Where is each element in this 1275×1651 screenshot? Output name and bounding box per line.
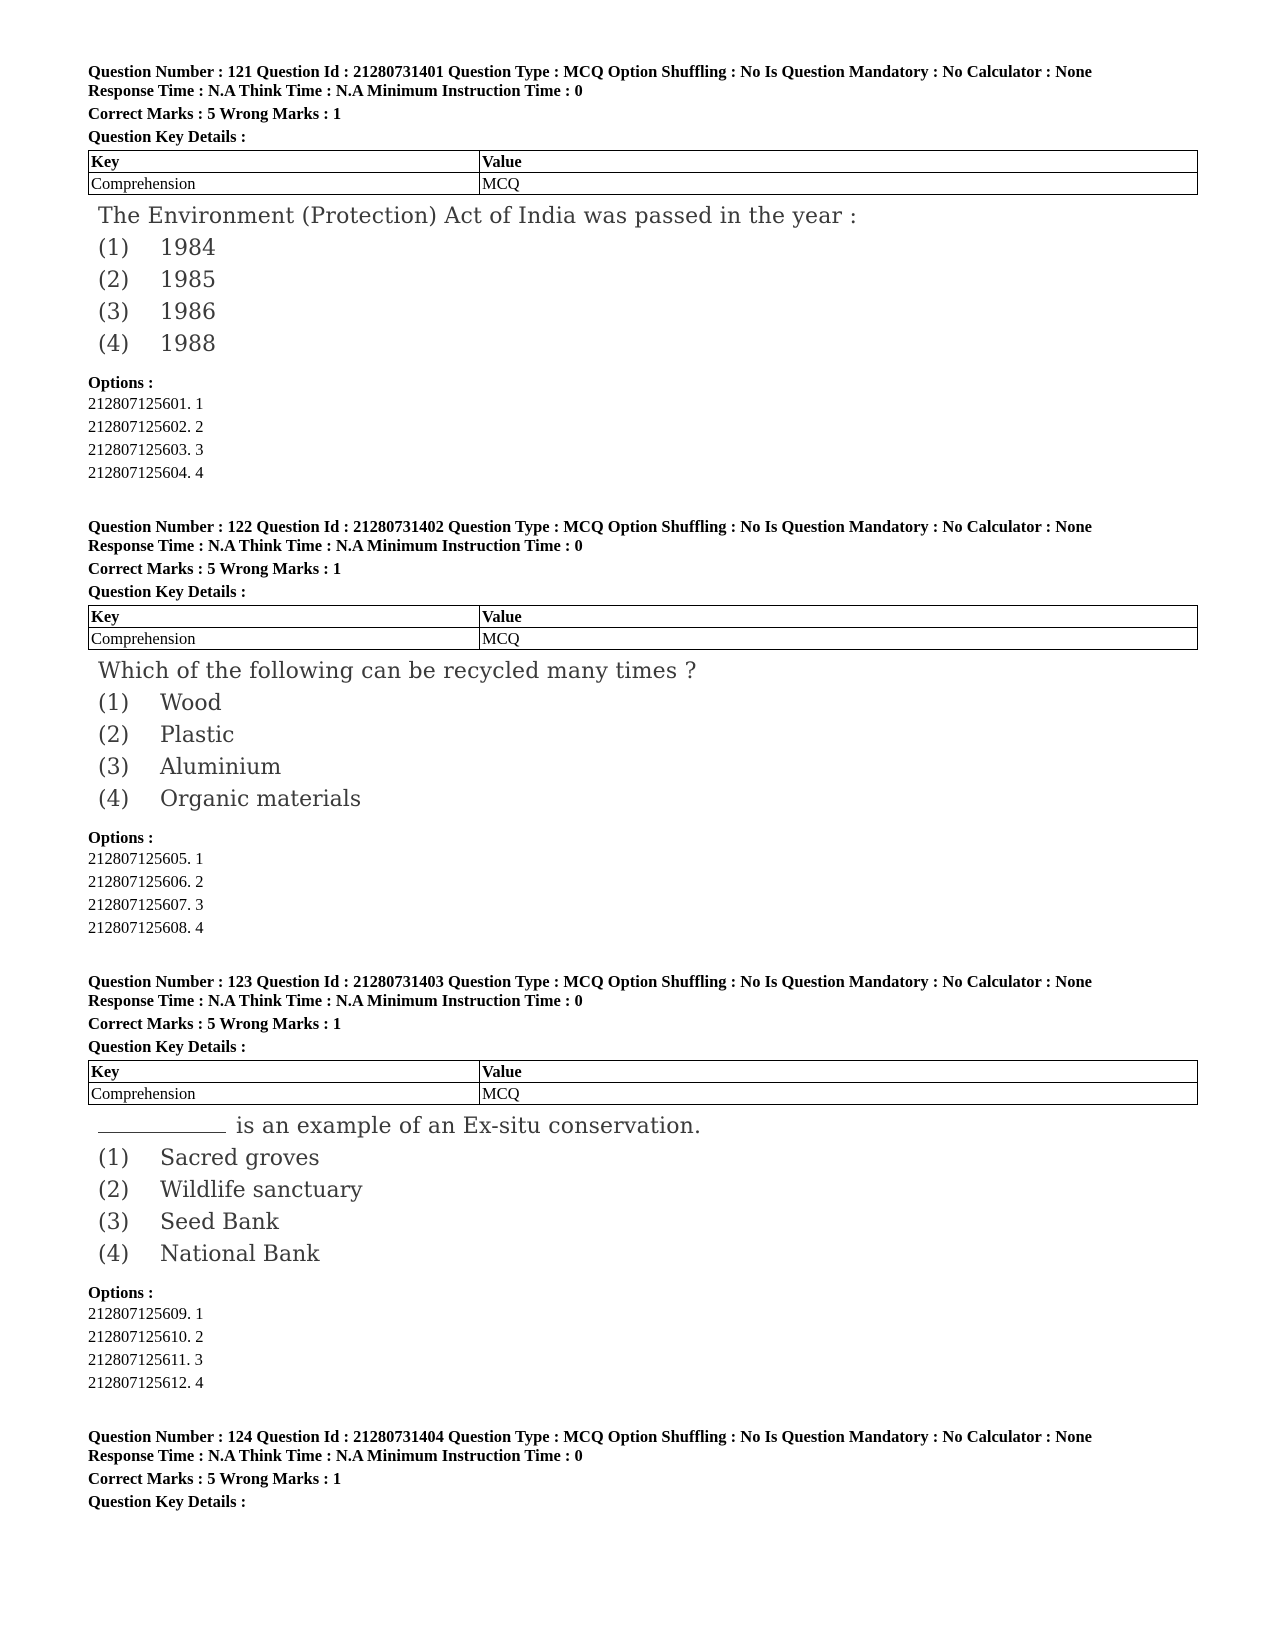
choice-text: Aluminium xyxy=(160,755,282,780)
question-stem: Which of the following can be recycled many times ? xyxy=(98,659,697,684)
marks-line: Correct Marks : 5 Wrong Marks : 1 xyxy=(88,559,342,578)
table-cell: Comprehension xyxy=(89,1083,480,1105)
question-meta-line: Response Time : N.A Think Time : N.A Minimum Instruction Time : 0 xyxy=(88,536,583,555)
key-details-label: Question Key Details : xyxy=(88,582,247,601)
choice-item xyxy=(98,752,1198,784)
option-id-row: 212807125612. 4 xyxy=(88,1373,204,1392)
table-cell: Comprehension xyxy=(89,173,480,195)
choice-number: (4) xyxy=(98,787,130,812)
choice-item xyxy=(98,720,1198,752)
choice-item xyxy=(98,265,1198,297)
table-row xyxy=(89,173,1198,195)
question-meta-line: Question Number : 123 Question Id : 21280731403 Question Type : MCQ Option Shuffling : No Is Question Mandatory : No Calculator : None xyxy=(88,972,1092,991)
choice-text: 1986 xyxy=(160,300,216,325)
key-details-label: Question Key Details : xyxy=(88,1492,247,1511)
option-id-row: 212807125601. 1 xyxy=(88,394,204,413)
table-cell: Comprehension xyxy=(89,628,480,650)
choice-number: (3) xyxy=(98,755,130,780)
question-meta-line: Question Number : 124 Question Id : 21280731404 Question Type : MCQ Option Shuffling : No Is Question Mandatory : No Calculator : None xyxy=(88,1427,1092,1446)
question-stem: is an example of an Ex-situ conservation. xyxy=(236,1114,702,1139)
question-stem-image xyxy=(98,656,1198,816)
question-meta-line: Response Time : N.A Think Time : N.A Minimum Instruction Time : 0 xyxy=(88,1446,583,1465)
option-id-row: 212807125604. 4 xyxy=(88,463,204,482)
key-details-table xyxy=(88,150,1198,195)
table-row xyxy=(89,1083,1198,1105)
option-id-row: 212807125605. 1 xyxy=(88,849,204,868)
question-stem: The Environment (Protection) Act of India was passed in the year : xyxy=(98,204,858,229)
option-id-row: 212807125607. 3 xyxy=(88,895,204,914)
option-id-row: 212807125611. 3 xyxy=(88,1350,203,1369)
choice-number: (3) xyxy=(98,1210,130,1235)
choice-text: 1985 xyxy=(160,268,216,293)
table-header-cell: Value xyxy=(480,606,1198,628)
options-label: Options : xyxy=(88,373,154,392)
choice-number: (2) xyxy=(98,1178,130,1203)
table-row xyxy=(89,628,1198,650)
choice-text: Organic materials xyxy=(160,787,362,812)
choice-item xyxy=(98,297,1198,329)
choice-text: Wildlife sanctuary xyxy=(160,1178,363,1203)
table-header-row xyxy=(89,151,1198,173)
table-header-cell: Key xyxy=(89,1061,480,1083)
choice-item xyxy=(98,329,1198,361)
choice-number: (3) xyxy=(98,300,130,325)
choice-text: Wood xyxy=(160,691,222,716)
question-meta-line: Question Number : 122 Question Id : 21280731402 Question Type : MCQ Option Shuffling : No Is Question Mandatory : No Calculator : None xyxy=(88,517,1092,536)
table-header-cell: Value xyxy=(480,151,1198,173)
table-header-cell: Value xyxy=(480,1061,1198,1083)
choice-item xyxy=(98,784,1198,816)
option-id-row: 212807125609. 1 xyxy=(88,1304,204,1323)
fill-in-blank xyxy=(98,1114,226,1133)
options-label: Options : xyxy=(88,828,154,847)
question-stem-image xyxy=(98,1111,1198,1271)
choice-item xyxy=(98,1175,1198,1207)
choice-text: 1984 xyxy=(160,236,216,261)
marks-line: Correct Marks : 5 Wrong Marks : 1 xyxy=(88,1014,342,1033)
marks-line: Correct Marks : 5 Wrong Marks : 1 xyxy=(88,104,342,123)
table-header-cell: Key xyxy=(89,606,480,628)
choice-text: 1988 xyxy=(160,332,216,357)
option-id-row: 212807125603. 3 xyxy=(88,440,204,459)
choice-number: (2) xyxy=(98,268,130,293)
question-stem-line xyxy=(98,1111,1198,1143)
choice-number: (2) xyxy=(98,723,130,748)
table-cell: MCQ xyxy=(480,173,1198,195)
choice-text: Sacred groves xyxy=(160,1146,320,1171)
marks-line: Correct Marks : 5 Wrong Marks : 1 xyxy=(88,1469,342,1488)
option-id-row: 212807125606. 2 xyxy=(88,872,204,891)
choice-text: Seed Bank xyxy=(160,1210,279,1235)
key-details-label: Question Key Details : xyxy=(88,127,247,146)
options-label: Options : xyxy=(88,1283,154,1302)
choice-item xyxy=(98,1239,1198,1271)
question-block xyxy=(88,972,1198,1394)
key-details-table xyxy=(88,605,1198,650)
table-header-row xyxy=(89,1061,1198,1083)
choice-item xyxy=(98,1207,1198,1239)
question-block xyxy=(88,1427,1198,1511)
choice-number: (1) xyxy=(98,691,130,716)
choice-item xyxy=(98,688,1198,720)
question-meta-line: Response Time : N.A Think Time : N.A Minimum Instruction Time : 0 xyxy=(88,81,583,100)
table-header-cell: Key xyxy=(89,151,480,173)
option-id-row: 212807125610. 2 xyxy=(88,1327,204,1346)
choice-item xyxy=(98,1143,1198,1175)
key-details-table xyxy=(88,1060,1198,1105)
choice-item xyxy=(98,233,1198,265)
table-cell: MCQ xyxy=(480,1083,1198,1105)
question-block xyxy=(88,517,1198,939)
key-details-label: Question Key Details : xyxy=(88,1037,247,1056)
question-stem-image xyxy=(98,201,1198,361)
table-header-row xyxy=(89,606,1198,628)
choice-number: (4) xyxy=(98,1242,130,1267)
option-id-row: 212807125602. 2 xyxy=(88,417,204,436)
table-cell: MCQ xyxy=(480,628,1198,650)
question-meta-line: Question Number : 121 Question Id : 21280731401 Question Type : MCQ Option Shuffling : No Is Question Mandatory : No Calculator : None xyxy=(88,62,1092,81)
question-block xyxy=(88,62,1198,484)
option-id-row: 212807125608. 4 xyxy=(88,918,204,937)
choice-text: National Bank xyxy=(160,1242,320,1267)
choice-number: (1) xyxy=(98,1146,130,1171)
choice-number: (1) xyxy=(98,236,130,261)
choice-text: Plastic xyxy=(160,723,235,748)
choice-number: (4) xyxy=(98,332,130,357)
document-page xyxy=(88,62,1198,1544)
question-meta-line: Response Time : N.A Think Time : N.A Minimum Instruction Time : 0 xyxy=(88,991,583,1010)
